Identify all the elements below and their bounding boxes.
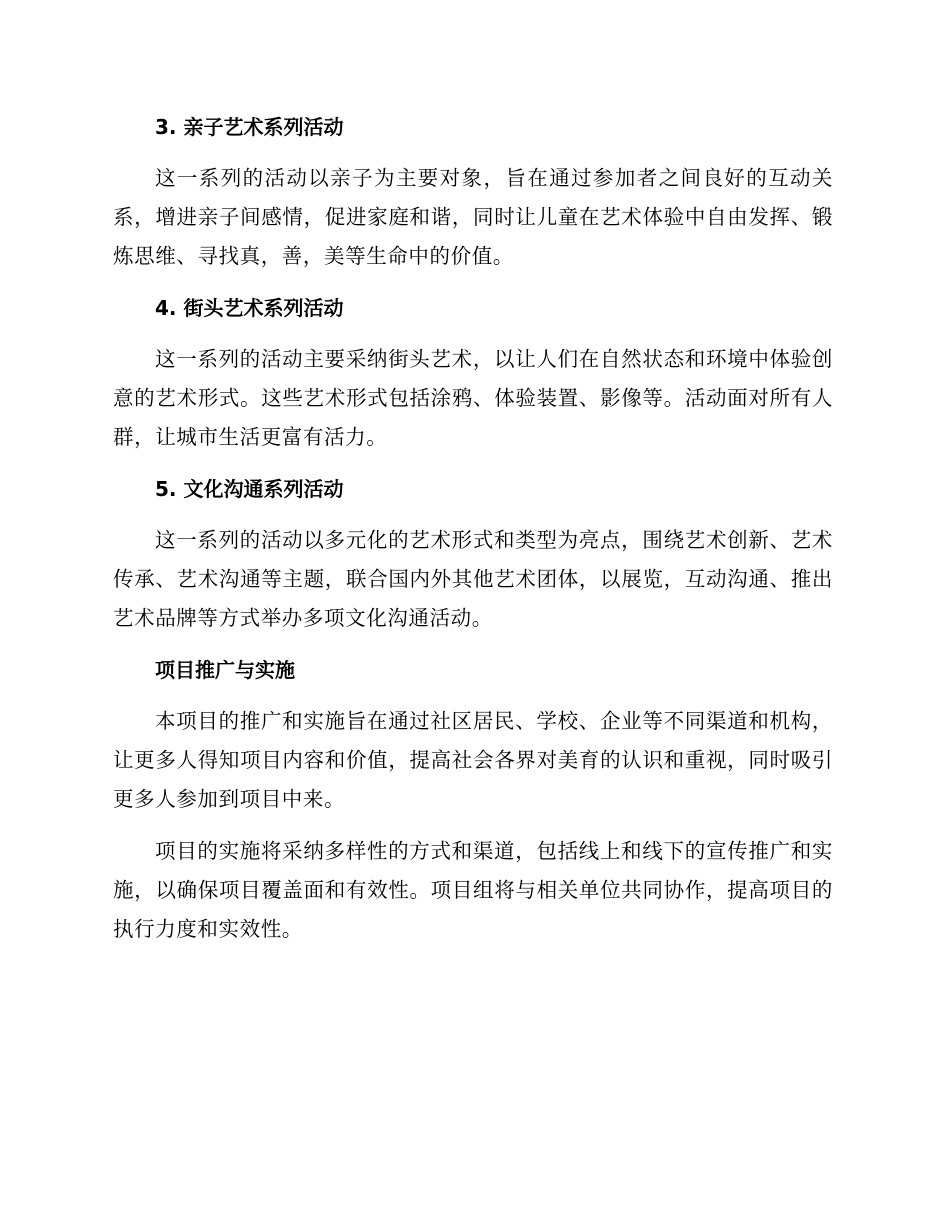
promotion-paragraph-2: 项目的实施将采纳多样性的方式和渠道，包括线上和线下的宣传推广和实施，以确保项目覆盖面和有效性。项目组将与相关单位共同协作，提高项目的执行力度和实效性。: [113, 839, 833, 941]
section-4-paragraph: 这一系列的活动主要采纳街头艺术，以让人们在自然状态和环境中体验创意的艺术形式。这些艺术形式包括涂鸦、体验装置、影像等。活动面对所有人群，让城市生活更富有活力。: [113, 347, 833, 449]
section-5-paragraph: 这一系列的活动以多元化的艺术形式和类型为亮点，围绕艺术创新、艺术传承、艺术沟通等主题，联合国内外其他艺术团体，以展览，互动沟通、推出艺术品牌等方式举办多项文化沟通活动。: [113, 528, 833, 630]
section-heading-4: 4. 街头艺术系列活动: [155, 296, 344, 320]
section-heading-promotion: 项目推广与实施: [155, 658, 295, 682]
section-3-paragraph: 这一系列的活动以亲子为主要对象，旨在通过参加者之间良好的互动关系，增进亲子间感情，促进家庭和谐，同时让儿童在艺术体验中自由发挥、锻炼思维、寻找真，善，美等生命中的价值。: [113, 166, 833, 268]
section-heading-5: 5. 文化沟通系列活动: [155, 477, 344, 501]
promotion-paragraph-1: 本项目的推广和实施旨在通过社区居民、学校、企业等不同渠道和机构，让更多人得知项目内容和价值，提高社会各界对美育的认识和重视，同时吸引更多人参加到项目中来。: [113, 709, 833, 811]
section-heading-3: 3. 亲子艺术系列活动: [155, 115, 344, 139]
document-body: [113, 108, 833, 962]
